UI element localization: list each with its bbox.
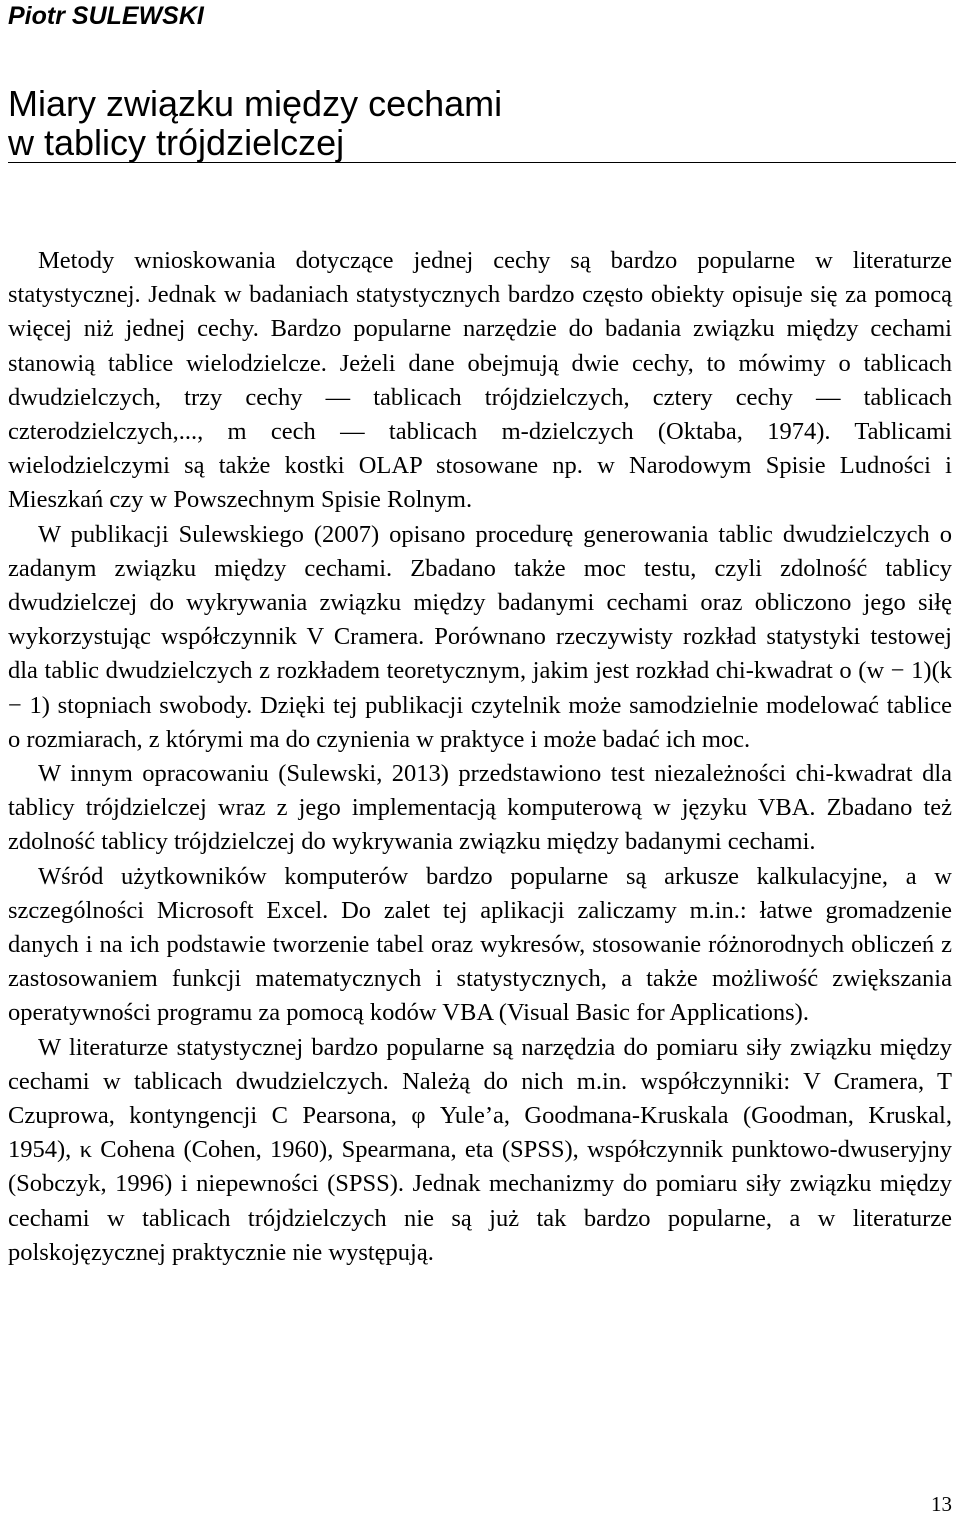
body-paragraph-5: W literaturze statystycznej bardzo popularne są narzędzia do pomiaru siły związku między cechami w tablicach dwudzielczych. Należą do nich m.in. współczynniki: V Cramera, T Czuprowa, kontyngencji C Pearsona, φ Yule’a, Goodmana-Kruskala (Goodman, Kruskal, 1954), κ Cohena (Cohen, 1960), Spearmana, eta (SPSS), współczynnik punktowo-dwuseryjny (Sobczyk, 1996) i niepewności (SPSS). Jednak mechanizmy do pomiaru siły związku między cechami w tablicach trójdzielczych nie są już tak bardzo popularne, a w literaturze polskojęzycznej praktycznie nie występują.: [8, 1033, 952, 1266]
body-paragraph-4: Wśród użytkowników komputerów bardzo popularne są arkusze kalkulacyjne, a w szczególności Microsoft Excel. Do zalet tej aplikacji zaliczamy m.in.: łatwe gromadzenie danych i na ich podstawie tworzenie tabel oraz wykresów, stosowanie różnorodnych obliczeń z zastosowaniem funkcji matematycznych i statystycznych, a także możliwość zwiększania operatywności programu za pomocą kodów VBA (Visual Basic for Applications).: [8, 862, 952, 1027]
chapter-title-line-2: w tablicy trójdzielczej: [8, 122, 345, 163]
page-number: 13: [931, 1492, 952, 1516]
body-text: [8, 244, 952, 1270]
chapter-title: [8, 84, 948, 162]
body-paragraph-3: W innym opracowaniu (Sulewski, 2013) przedstawiono test niezależności chi-kwadrat dla tablicy trójdzielczej wraz z jego implementacją komputerową w języku VBA. Zbadano też zdolność tablicy trójdzielczej do wykrywania związku między badanymi cechami.: [8, 760, 952, 856]
body-paragraph-2: W publikacji Sulewskiego (2007) opisano procedurę generowania tablic dwudzielczych o zadanym związku między cechami. Zbadano także moc testu, czyli zdolność tablicy dwudzielczej do wykrywania związku między badanymi cechami oraz obliczono jego siłę wykorzystując współczynnik V Cramera. Porównano rzeczywisty rozkład statystyki testowej dla tablic dwudzielczych z rozkładem teoretycznym, jakim jest rozkład chi-kwadrat o (w − 1)(k − 1) stopniach swobody. Dzięki tej publikacji czytelnik może samodzielnie modelować tablice o rozmiarach, z którymi ma do czynienia w praktyce i może badać ich moc.: [8, 520, 952, 753]
chapter-title-line-1: Miary związku między cechami: [8, 83, 503, 124]
title-divider: [8, 162, 956, 163]
running-header-author: Piotr SULEWSKI: [8, 2, 204, 30]
body-paragraph-1: Metody wnioskowania dotyczące jednej cechy są bardzo popularne w literaturze statystycznej. Jednak w badaniach statystycznych bardzo często obiekty opisuje się za pomocą więcej niż jednej cechy. Bardzo popularne narzędzie do badania związku między cechami stanowią tablice wielodzielcze. Jeżeli dane obejmują dwie cechy, to mówimy o tablicach dwudzielczych, trzy cechy — tablicach trójdzielczych, cztery cechy — tablicach czterodzielczych,..., m cech — tablicach m-dzielczych (Oktaba, 1974). Tablicami wielodzielczymi są także kostki OLAP stosowane np. w Narodowym Spisie Ludności i Mieszkań czy w Powszechnym Spisie Rolnym.: [8, 247, 952, 514]
